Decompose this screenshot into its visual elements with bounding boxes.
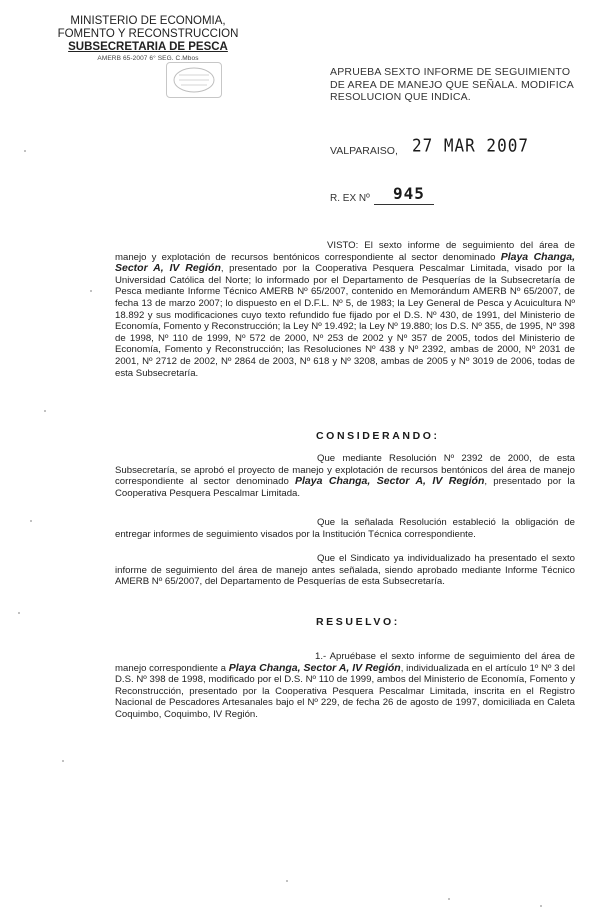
resolution-label: R. EX Nº [330,193,370,204]
considerando-paragraph-1 [115,453,575,499]
place: VALPARAISO, [330,145,398,157]
considerando-paragraph-3 [115,553,575,588]
stamped-date: 27 MAR 2007 [412,135,529,156]
document-subject: APRUEBA SEXTO INFORME DE SEGUIMIENTO DE AREA DE MANEJO QUE SEÑALA. MODIFICA RESOLUCION QUE INDICA. [330,66,574,103]
considerando-1-sector: Playa Changa, Sector A, IV Región [294,475,485,488]
place-date [330,136,580,166]
considerando-1-text-2: , presentado por la Cooperativa Pesquera Pescalmar Limitada. [115,476,575,499]
letterhead-ministry: MINISTERIO DE ECONOMIA, [70,15,226,27]
official-stamp [166,62,222,98]
considerando-1-text-1: Que mediante Resolución Nº 2392 de 2000, de esta Subsecretaría, se aprobó el proyecto de manejo y explotación de recursos bentónicos del área de manejo correspondiente al sector denominado [115,453,575,488]
considerando-paragraph-2 [115,517,575,540]
letterhead-ministry-cont: FOMENTO Y RECONSTRUCCION [57,28,239,40]
stamp-seal-icon [167,63,221,97]
visto-paragraph [115,240,575,379]
resolution-number [330,184,450,210]
visto-text-2: , presentado por la Cooperativa Pesquera Pescalmar Limitada, visado por la Universidad Católica del Norte; lo informado por el Departamento de Pesquerías de la Subsecretaría de Pesca mediante Informe Técnico AMERB Nº 65/2007, contenido en Memorándum AMERB Nº 65/2007, de fecha 13 de marzo 2007; lo dispuesto en el D.F.L. Nº 5, de 1983; la Ley General de Pesca y Acuicultura Nº 18.892 y sus modificaciones cuyo texto refundido fue fijado por el D.S. Nº 430, de 1991, del Ministerio de Economía, Fomento y Reconstrucción; la Ley Nº 19.492; la Ley Nº 19.880; los D.S. Nº 355, de 1995, Nº 398 de 1998, Nº 110 de 1999, Nº 572 de 2000, Nº 253 de 2002 y Nº 357 de 2005, todos del Ministerio de Economía, Fomento y Reconstrucción; las Resoluciones Nº 438 y Nº 2392, ambas de 2000, Nº 2031 de 2001, Nº 2712 de 2002, Nº 2864 de 2003, Nº 618 y Nº 3208, ambas de 2005 y Nº 3019 de 2006, todas de esta Subsecretaría. [115,263,575,379]
visto-text-1: El sexto informe de seguimiento del área de manejo y explotación de recursos bentónicos correspondiente al sector denominado [115,240,575,263]
visto-sector: Playa Changa, Sector A, IV Región [115,250,575,275]
resuelvo-article-1 [115,651,575,721]
resuelvo-1-text-2: , individualizada en el artículo 1º Nº 3 del D.S. Nº 398 de 1998, modificado por el D.S. Nº 110 de 1999, ambos del Ministerio de Economía, Fomento y Reconstrucción, presentado por la Cooperativa Pesquera Pescalmar Limitada, inscrita en el Registro Nacional de Pescadores Artesanales bajo el Nº 229, de fecha 26 de agosto de 1997, domiciliada en Caleta Coquimbo, Coquimbo, IV Región. [115,662,575,720]
considerando-3-text: Que el Sindicato ya individualizado ha presentado el sexto informe de seguimiento del área de manejo antes señalada, siendo aprobado mediante Informe Técnico AMERB Nº 65/2007, del Departamento de Pesquerías de esta Subsecretaría. [115,553,575,588]
resuelvo-heading: RESUELVO: [316,616,400,628]
resuelvo-1-sector: Playa Changa, Sector A, IV Región [228,661,401,674]
considerando-heading: CONSIDERANDO: [316,430,440,442]
resolution-number-underline [374,204,434,205]
letterhead-subsecretaria: SUBSECRETARIA DE PESCA [68,41,228,53]
letterhead-reference: AMERB 65-2007 6° SEG. C.Mbos [97,55,199,62]
resuelvo-1-text-1: 1.- Apruébase el sexto informe de seguimiento del área de manejo correspondiente a [115,651,575,674]
visto-lead: VISTO: [327,240,359,251]
letterhead [48,15,248,63]
considerando-2-text: Que la señalada Resolución estableció la obligación de entregar informes de seguimiento visados por la Institución Técnica correspondiente. [115,517,575,540]
resolution-value: 945 [393,184,425,203]
